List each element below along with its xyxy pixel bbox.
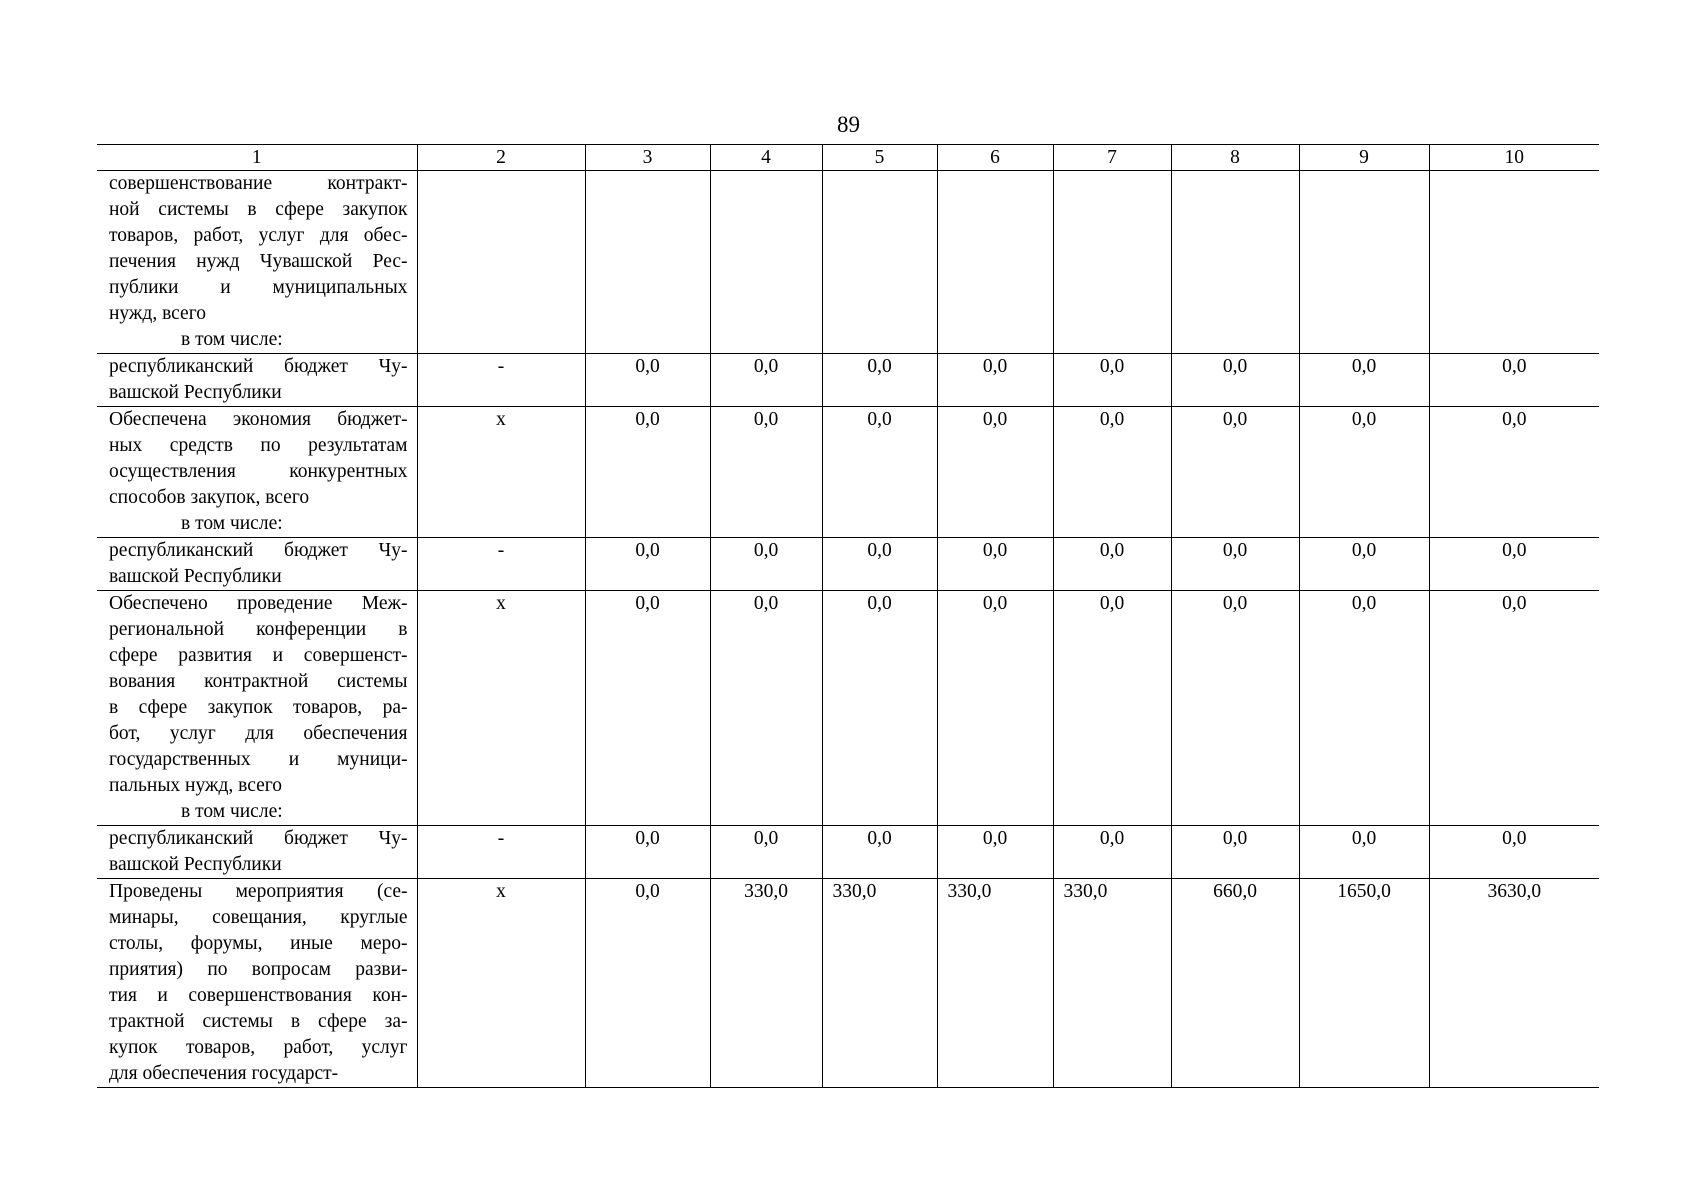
cell-col-4	[710, 171, 822, 354]
description-line: пальных нужд, всего	[109, 775, 283, 796]
cell-col-2: -	[417, 538, 585, 591]
description-line: ных средств по результатам	[109, 435, 408, 456]
cell-col-9: 0,0	[1299, 591, 1429, 826]
column-number-row	[97, 145, 1599, 171]
cell-col-2: х	[417, 879, 585, 1088]
description-line: приятия) по вопросам разви-	[109, 959, 408, 980]
cell-col-6: 0,0	[937, 538, 1053, 591]
column-header-7: 7	[1053, 145, 1171, 171]
description-line: осуществления конкурентных	[109, 461, 408, 482]
cell-col-4: 0,0	[710, 354, 822, 407]
column-header-8: 8	[1171, 145, 1299, 171]
row-description	[97, 354, 417, 407]
cell-col-9: 1650,0	[1299, 879, 1429, 1088]
cell-col-5: 0,0	[822, 538, 937, 591]
description-line: минары, совещания, круглые	[109, 907, 408, 928]
cell-col-8: 0,0	[1171, 591, 1299, 826]
cell-col-3: 0,0	[585, 591, 710, 826]
table-row	[97, 354, 1599, 407]
row-description	[97, 407, 417, 538]
description-line: бот, услуг для обеспечения	[109, 723, 408, 744]
cell-col-7: 0,0	[1053, 538, 1171, 591]
subtotal-label: в том числе:	[181, 329, 283, 350]
subtotal-label: в том числе:	[181, 513, 283, 534]
cell-col-6: 0,0	[937, 591, 1053, 826]
cell-col-10: 3630,0	[1429, 879, 1599, 1088]
cell-col-2: х	[417, 591, 585, 826]
description-line: сфере развития и совершенст-	[109, 645, 408, 666]
cell-col-2: х	[417, 407, 585, 538]
cell-col-3: 0,0	[585, 407, 710, 538]
row-description	[97, 591, 417, 826]
cell-col-6: 0,0	[937, 354, 1053, 407]
cell-col-7: 0,0	[1053, 407, 1171, 538]
cell-col-5: 0,0	[822, 591, 937, 826]
description-line: Проведены мероприятия (се-	[109, 881, 408, 902]
cell-col-3: 0,0	[585, 354, 710, 407]
cell-col-4: 0,0	[710, 591, 822, 826]
description-line: ной системы в сфере закупок	[109, 199, 408, 220]
cell-col-10	[1429, 171, 1599, 354]
cell-col-7: 330,0	[1053, 879, 1171, 1088]
description-line: республиканский бюджет Чу-	[109, 356, 408, 377]
row-description	[97, 538, 417, 591]
description-line: Обеспечена экономия бюджет-	[109, 409, 408, 430]
description-line: государственных и муници-	[109, 749, 408, 770]
cell-col-10: 0,0	[1429, 407, 1599, 538]
column-header-5: 5	[822, 145, 937, 171]
cell-col-6: 0,0	[937, 407, 1053, 538]
cell-col-4: 0,0	[710, 407, 822, 538]
cell-col-3: 0,0	[585, 826, 710, 879]
row-description	[97, 171, 417, 354]
cell-col-3	[585, 171, 710, 354]
description-line: республиканский бюджет Чу-	[109, 540, 408, 561]
column-header-9: 9	[1299, 145, 1429, 171]
subtotal-label: в том числе:	[181, 801, 283, 822]
budget-table	[97, 144, 1599, 1088]
description-line: вашской Республики	[109, 566, 282, 587]
table-row	[97, 826, 1599, 879]
cell-col-8: 0,0	[1171, 826, 1299, 879]
cell-col-2: -	[417, 826, 585, 879]
cell-col-7: 0,0	[1053, 591, 1171, 826]
cell-col-7	[1053, 171, 1171, 354]
description-line: вашской Республики	[109, 854, 282, 875]
cell-col-10: 0,0	[1429, 538, 1599, 591]
column-header-4: 4	[710, 145, 822, 171]
description-line: совершенствование контракт-	[109, 173, 408, 194]
table-row	[97, 538, 1599, 591]
cell-col-6	[937, 171, 1053, 354]
cell-col-5: 0,0	[822, 354, 937, 407]
cell-col-8: 0,0	[1171, 407, 1299, 538]
cell-col-2	[417, 171, 585, 354]
cell-col-5: 0,0	[822, 826, 937, 879]
cell-col-9: 0,0	[1299, 354, 1429, 407]
cell-col-4: 330,0	[710, 879, 822, 1088]
column-header-2: 2	[417, 145, 585, 171]
description-line: вашской Республики	[109, 382, 282, 403]
cell-col-8: 0,0	[1171, 354, 1299, 407]
cell-col-9	[1299, 171, 1429, 354]
column-header-10: 10	[1429, 145, 1599, 171]
cell-col-8	[1171, 171, 1299, 354]
cell-col-8: 660,0	[1171, 879, 1299, 1088]
column-header-1: 1	[97, 145, 417, 171]
row-description	[97, 879, 417, 1088]
cell-col-5: 330,0	[822, 879, 937, 1088]
description-line: способов закупок, всего	[109, 487, 310, 508]
description-line: региональной конференции в	[109, 619, 408, 640]
cell-col-4: 0,0	[710, 538, 822, 591]
description-line: столы, форумы, иные меро-	[109, 933, 408, 954]
cell-col-6: 330,0	[937, 879, 1053, 1088]
column-header-3: 3	[585, 145, 710, 171]
description-line: вования контрактной системы	[109, 671, 408, 692]
cell-col-10: 0,0	[1429, 354, 1599, 407]
description-line: публики и муниципальных	[109, 277, 408, 298]
description-line: Обеспечено проведение Меж-	[109, 593, 408, 614]
cell-col-5	[822, 171, 937, 354]
table-row	[97, 879, 1599, 1088]
row-description	[97, 826, 417, 879]
cell-col-10: 0,0	[1429, 591, 1599, 826]
cell-col-6: 0,0	[937, 826, 1053, 879]
table-row	[97, 407, 1599, 538]
description-line: в сфере закупок товаров, ра-	[109, 697, 408, 718]
description-line: купок товаров, работ, услуг	[109, 1037, 408, 1058]
table-row	[97, 591, 1599, 826]
description-line: для обеспечения государст-	[109, 1063, 339, 1084]
cell-col-2: -	[417, 354, 585, 407]
description-line: товаров, работ, услуг для обес-	[109, 225, 408, 246]
column-header-6: 6	[937, 145, 1053, 171]
description-line: трактной системы в сфере за-	[109, 1011, 408, 1032]
cell-col-10: 0,0	[1429, 826, 1599, 879]
description-line: нужд, всего	[109, 303, 206, 324]
table-row	[97, 171, 1599, 354]
description-line: республиканский бюджет Чу-	[109, 828, 408, 849]
cell-col-9: 0,0	[1299, 538, 1429, 591]
table-body	[97, 171, 1599, 1088]
cell-col-5: 0,0	[822, 407, 937, 538]
page-number: 89	[837, 112, 860, 137]
cell-col-9: 0,0	[1299, 826, 1429, 879]
cell-col-4: 0,0	[710, 826, 822, 879]
cell-col-9: 0,0	[1299, 407, 1429, 538]
cell-col-8: 0,0	[1171, 538, 1299, 591]
cell-col-3: 0,0	[585, 538, 710, 591]
description-line: тия и совершенствования кон-	[109, 985, 408, 1006]
description-line: печения нужд Чувашской Рес-	[109, 251, 408, 272]
cell-col-7: 0,0	[1053, 826, 1171, 879]
cell-col-7: 0,0	[1053, 354, 1171, 407]
cell-col-3: 0,0	[585, 879, 710, 1088]
